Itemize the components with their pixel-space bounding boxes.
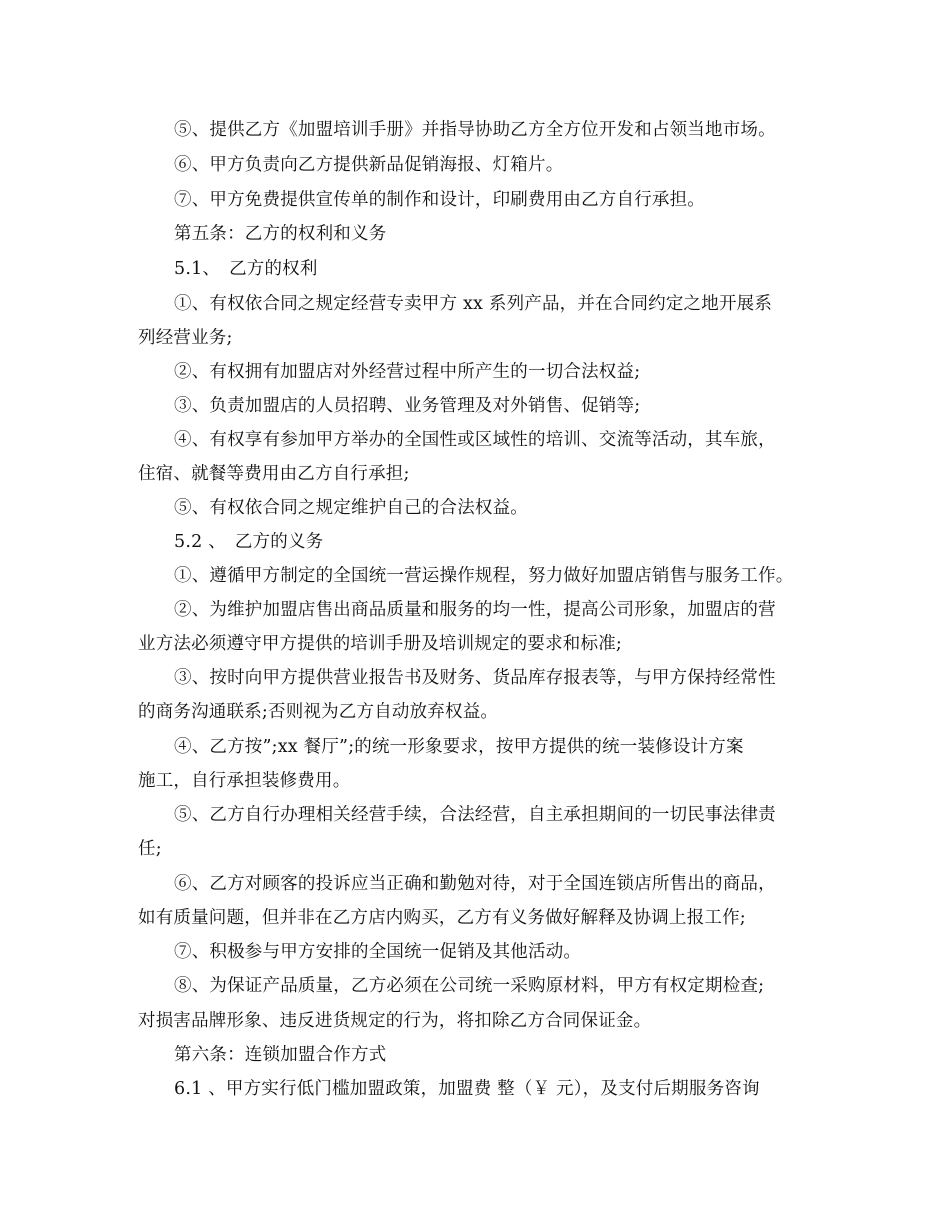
text-line: ②、有权拥有加盟店对外经营过程中所产生的一切合法权益;	[174, 362, 641, 382]
text-line: 列经营业务;	[138, 328, 233, 348]
section-heading: 第六条：连锁加盟合作方式	[174, 1045, 387, 1065]
text-line: ①、遵循甲方制定的全国统一营运操作规程，努力做好加盟店销售与服务工作。	[174, 566, 794, 586]
subsection-heading: 5.1、 乙方的权利	[174, 259, 318, 279]
text-line: 任;	[138, 839, 162, 859]
text-line: ①、有权依合同之规定经营专卖甲方 xx 系列产品，并在合同约定之地开展系	[174, 294, 773, 314]
text-line: ⑧、为保证产品质量，乙方必须在公司统一采购原材料，甲方有权定期检查;	[174, 976, 765, 996]
text-line: 如有质量问题，但并非在乙方店内购买，乙方有义务做好解释及协调上报工作;	[138, 908, 746, 928]
text-line: 的商务沟通联系;否则视为乙方自动放弃权益。	[138, 702, 499, 722]
text-line: ③、负责加盟店的人员招聘、业务管理及对外销售、促销等;	[174, 396, 641, 416]
text-line: ⑤、有权依合同之规定维护自己的合法权益。	[174, 498, 528, 518]
section-heading: 第五条：乙方的权利和义务	[174, 224, 387, 244]
text-line: 施工，自行承担装修费用。	[138, 771, 351, 791]
text-line: ③、按时向甲方提供营业报告书及财务、货品库存报表等，与甲方保持经常性	[174, 668, 776, 688]
text-line: ④、有权享有参加甲方举办的全国性或区域性的培训、交流等活动，其车旅，	[174, 430, 776, 450]
text-line: ②、为维护加盟店售出商品质量和服务的均一性，提高公司形象，加盟店的营	[174, 600, 776, 620]
text-line: ⑤、乙方自行办理相关经营手续，合法经营，自主承担期间的一切民事法律责	[174, 805, 776, 825]
text-line: 6.1 、甲方实行低门槛加盟政策，加盟费 整（￥ 元），及支付后期服务咨询	[174, 1079, 760, 1099]
text-line: ⑤、提供乙方《加盟培训手册》并指导协助乙方全方位开发和占领当地市场。	[174, 120, 776, 140]
text-line: ⑦、积极参与甲方安排的全国统一促销及其他活动。	[174, 942, 582, 962]
text-line: ⑥、甲方负责向乙方提供新品促销海报、灯箱片。	[174, 155, 564, 175]
text-line: ⑦、甲方免费提供宣传单的制作和设计，印刷费用由乙方自行承担。	[174, 190, 705, 210]
text-line: ④、乙方按”;xx 餐厅”;的统一形象要求，按甲方提供的统一装修设计方案	[174, 737, 744, 757]
text-line: 对损害品牌形象、违反进货规定的行为，将扣除乙方合同保证金。	[138, 1011, 652, 1031]
subsection-heading: 5.2 、 乙方的义务	[174, 532, 324, 552]
text-line: 业方法必须遵守甲方提供的培训手册及培训规定的要求和标准;	[138, 634, 622, 654]
text-line: 住宿、就餐等费用由乙方自行承担;	[138, 464, 410, 484]
text-line: ⑥、乙方对顾客的投诉应当正确和勤勉对待，对于全国连锁店所售出的商品，	[174, 874, 776, 894]
